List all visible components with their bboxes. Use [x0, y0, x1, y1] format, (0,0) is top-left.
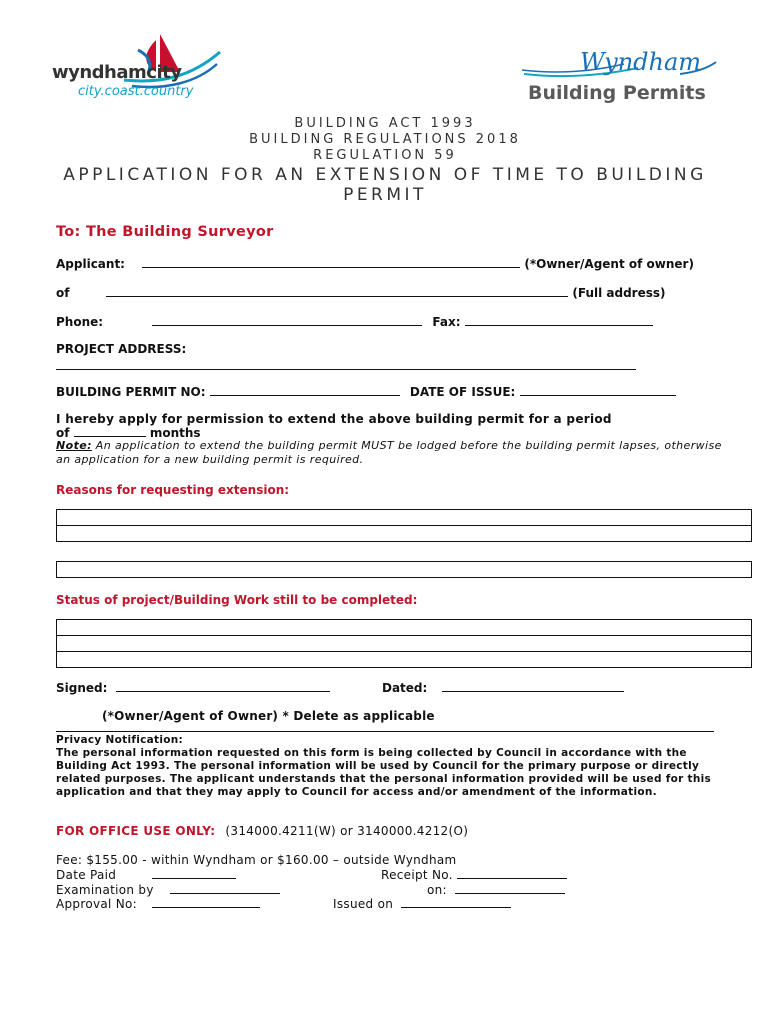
divider [56, 731, 714, 732]
reasons-table-extra [56, 561, 752, 578]
apply-statement: I hereby apply for permission to extend the above building permit for a period [56, 412, 612, 426]
signed-row [56, 680, 330, 695]
date-of-issue-field[interactable] [520, 384, 676, 396]
fax-field[interactable] [465, 314, 653, 326]
period-field[interactable] [74, 425, 146, 437]
fax-label: Fax: [432, 315, 461, 329]
approval-row [56, 896, 260, 912]
owner-agent-note: (*Owner/Agent of Owner) * Delete as applicable [102, 709, 435, 723]
signed-label: Signed: [56, 681, 108, 695]
period-of-label: of [56, 426, 70, 440]
note-label: Note: [56, 439, 92, 452]
full-address-suffix: (Full address) [572, 286, 666, 300]
approval-field[interactable] [152, 896, 260, 908]
dated-label: Dated: [382, 681, 428, 695]
logo-building-permits: Building Permits [528, 82, 706, 104]
issued-field[interactable] [401, 896, 511, 908]
project-address-label: PROJECT ADDRESS: [56, 342, 187, 356]
examination-field[interactable] [170, 882, 280, 894]
full-address-field[interactable] [106, 285, 568, 297]
lodgement-note [56, 439, 726, 467]
dated-field[interactable] [442, 680, 624, 692]
date-paid-row [56, 867, 236, 883]
date-paid-label: Date Paid [56, 868, 117, 882]
to-building-surveyor: To: The Building Surveyor [56, 224, 274, 240]
permit-no-field[interactable] [210, 384, 400, 396]
note-text: An application to extend the building permit MUST be lodged before the building permit lapses, otherwise an application for a new building permit is required. [56, 439, 722, 466]
examination-on-label: on: [427, 883, 447, 897]
logo-wordmark: wyndhamcity [52, 62, 182, 83]
reasons-line-2[interactable] [57, 526, 751, 541]
status-line-3[interactable] [57, 652, 751, 667]
address-row [56, 285, 726, 300]
office-use-codes: (314000.4211(W) or 3140000.4212(O) [225, 824, 469, 838]
phone-field[interactable] [152, 314, 422, 326]
phone-label: Phone: [56, 315, 104, 329]
applicant-suffix: (*Owner/Agent of owner) [524, 257, 694, 271]
privacy-text: The personal information requested on this form is being collected by Council in accordance with the Building Act 1993. The personal information will be used by Council for the primary purpose or directly related purposes. The applicant understands that the personal information provided will be used for this application and that they may apply to Council for access and/or amendment of the information. [56, 747, 712, 798]
examination-on-field[interactable] [455, 882, 565, 894]
dated-row [382, 680, 624, 695]
wyndham-city-logo [52, 30, 222, 110]
office-use-heading-row [56, 824, 468, 839]
issued-row [333, 896, 511, 912]
act-line: BUILDING ACT 1993 [294, 116, 476, 131]
status-table [56, 619, 752, 668]
office-use-heading: FOR OFFICE USE ONLY: [56, 824, 216, 838]
period-row [56, 425, 201, 440]
privacy-heading: Privacy Notification: [56, 734, 184, 746]
reasons-heading: Reasons for requesting extension: [56, 483, 290, 497]
issued-label: Issued on [333, 897, 394, 911]
regulation-number-line: REGULATION 59 [313, 148, 457, 163]
status-line-1[interactable] [57, 620, 751, 636]
date-of-issue-label: DATE OF ISSUE: [409, 385, 516, 399]
of-label: of [56, 286, 70, 300]
privacy-notification [56, 734, 726, 799]
applicant-label: Applicant: [56, 257, 125, 271]
examination-label: Examination by [56, 883, 154, 897]
reasons-table [56, 509, 752, 542]
signature-field[interactable] [116, 680, 330, 692]
regulations-line: BUILDING REGULATIONS 2018 [249, 132, 521, 147]
office-fee: Fee: $155.00 - within Wyndham or $160.00 – outside Wyndham [56, 853, 457, 867]
project-address-field[interactable] [56, 357, 636, 370]
form-title: APPLICATION FOR AN EXTENSION OF TIME TO BUILDING PERMIT [63, 165, 707, 205]
approval-label: Approval No: [56, 897, 138, 911]
status-line-2[interactable] [57, 636, 751, 652]
logo-script: Wyndham [580, 48, 702, 76]
date-paid-field[interactable] [152, 867, 236, 879]
wyndham-building-permits-logo [520, 48, 720, 108]
receipt-field[interactable] [457, 867, 567, 879]
reasons-line-1[interactable] [57, 510, 751, 526]
months-label: months [149, 426, 201, 440]
phone-row [56, 314, 726, 329]
applicant-row [56, 256, 726, 271]
logo-tagline: city.coast.country [78, 84, 194, 99]
status-heading: Status of project/Building Work still to be completed: [56, 593, 418, 607]
receipt-row [381, 867, 567, 883]
applicant-field[interactable] [142, 256, 520, 268]
permit-row [56, 384, 726, 399]
receipt-label: Receipt No. [381, 868, 453, 882]
reasons-line-3[interactable] [57, 562, 751, 577]
permit-no-label: BUILDING PERMIT NO: [56, 385, 206, 399]
